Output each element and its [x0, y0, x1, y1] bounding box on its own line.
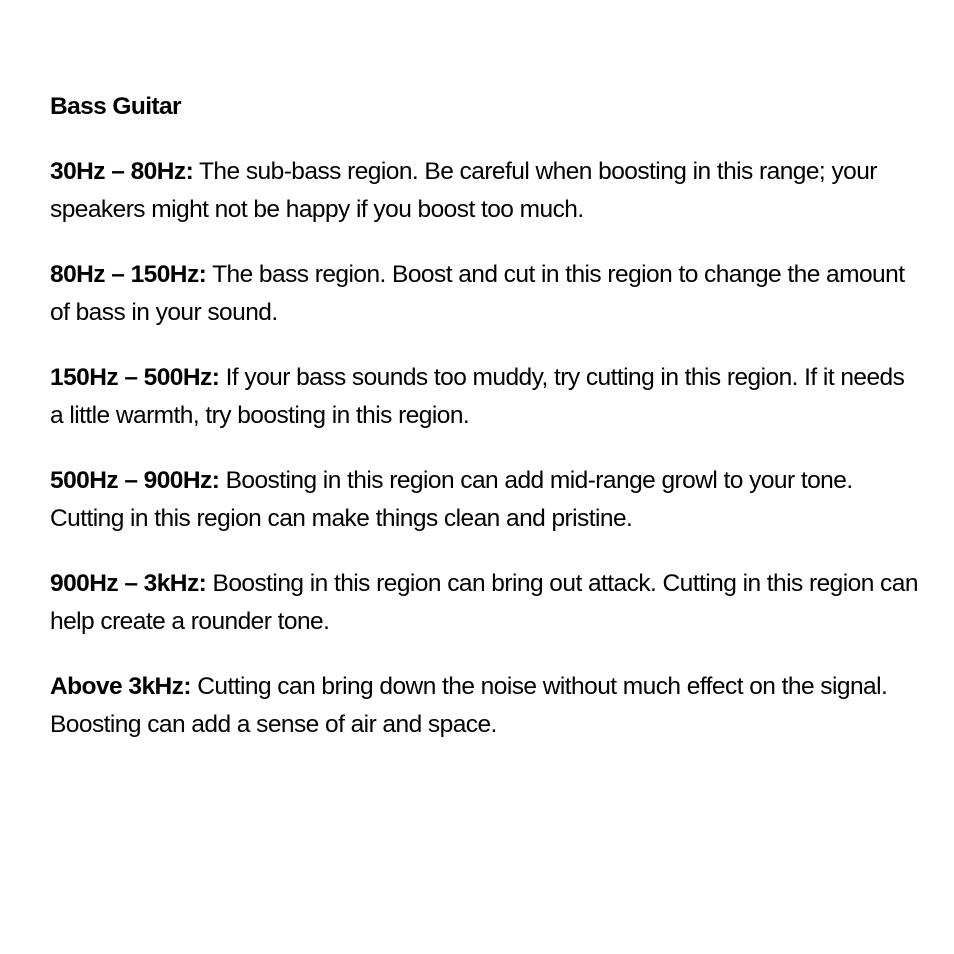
section-description: The sub-bass region. Be careful when boosting in this range; your speakers might not be happy if you boost too much.: [50, 158, 877, 223]
frequency-range-label: Above 3kHz:: [50, 673, 191, 700]
frequency-range-label: 30Hz – 80Hz:: [50, 158, 194, 185]
section-description: If your bass sounds too muddy, try cutting in this region. If it needs a little warmth, try boosting in this region.: [50, 364, 905, 429]
eq-section-80-150hz: [50, 256, 920, 332]
document-body: [50, 88, 920, 771]
frequency-range-label: 500Hz – 900Hz:: [50, 467, 220, 494]
eq-section-150-500hz: [50, 359, 920, 435]
section-description: Boosting in this region can bring out attack. Cutting in this region can help create a rounder tone.: [50, 570, 918, 635]
section-description: The bass region. Boost and cut in this region to change the amount of bass in your sound.: [50, 261, 905, 326]
frequency-range-label: 150Hz – 500Hz:: [50, 364, 220, 391]
eq-section-30-80hz: [50, 153, 920, 229]
eq-section-500-900hz: [50, 462, 920, 538]
section-description: Cutting can bring down the noise without much effect on the signal. Boosting can add a sense of air and space.: [50, 673, 888, 738]
eq-section-900hz-3khz: [50, 565, 920, 641]
document-title: Bass Guitar: [50, 93, 181, 120]
frequency-range-label: 900Hz – 3kHz:: [50, 570, 207, 597]
section-description: Boosting in this region can add mid-range growl to your tone. Cutting in this region can make things clean and pristine.: [50, 467, 853, 532]
frequency-range-label: 80Hz – 150Hz:: [50, 261, 207, 288]
eq-section-above-3khz: [50, 668, 920, 744]
